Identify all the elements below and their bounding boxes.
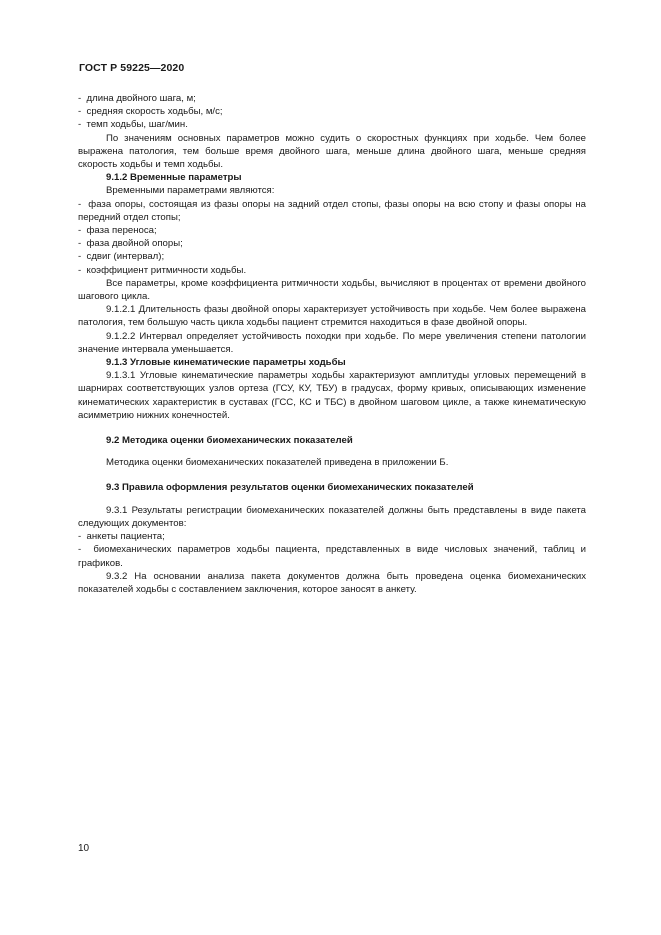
list-item: - анкеты пациента;: [78, 530, 586, 543]
list-item: - биомеханических параметров ходьбы пациента, представленных в виде числовых значений, таблиц и графиков.: [78, 543, 586, 569]
list-item: - длина двойного шага, м;: [78, 92, 586, 105]
section-heading: 9.3 Правила оформления результатов оценки биомеханических показателей: [106, 482, 474, 494]
paragraph: Методика оценки биомеханических показателей приведена в приложении Б.: [106, 457, 449, 469]
list-item: - темп ходьбы, шаг/мин.: [78, 118, 586, 131]
list-item: - средняя скорость ходьбы, м/с;: [78, 105, 586, 118]
document-body: [78, 92, 586, 596]
paragraph: 9.1.2.2 Интервал определяет устойчивость походки при ходьбе. По мере увеличения степени патологии значение интервала уменьшается.: [78, 330, 586, 355]
paragraph: По значениям основных параметров можно судить о скоростных функциях при ходьбе. Чем более выражена патология, тем больше время двойного шага, меньше длина двойного шага, меньше средняя скорость ходьбы и темп ходьбы.: [78, 132, 586, 171]
paragraph: 9.1.3.1 Угловые кинематические параметры ходьбы характеризуют амплитуды угловых перемещений в шарнирах соответствующих узлов ортеза (ГСУ, КУ, ТБУ) в градусах, форму кривых, описывающих изменение кинематических характеристик в суставах (ГСС, КС и ТБС) в двойном шаговом цикле, а также кинематическую асимметрию нижних конечностей.: [78, 370, 586, 421]
subsection-heading: 9.1.3 Угловые кинематические параметры ходьбы: [106, 357, 346, 369]
list-item: - фаза опоры, состоящая из фазы опоры на задний отдел стопы, фазы опоры на всю стопу и фазы опоры на передний отдел стопы;: [78, 198, 586, 224]
paragraph: 9.3.1 Результаты регистрации биомеханических показателей должны быть представлены в виде пакета следующих документов:: [78, 504, 586, 529]
page-number: 10: [78, 843, 90, 854]
list-item: - коэффициент ритмичности ходьбы.: [78, 264, 586, 277]
paragraph: 9.3.2 На основании анализа пакета документов должна быть проведена оценка биомеханических показателей ходьбы с составлением заключения, которое заносят в анкету.: [78, 570, 586, 595]
section-heading: 9.2 Методика оценки биомеханических показателей: [106, 435, 353, 447]
paragraph: Временными параметрами являются:: [106, 185, 275, 197]
list-item: - сдвиг (интервал);: [78, 250, 586, 263]
paragraph: 9.1.2.1 Длительность фазы двойной опоры характеризует устойчивость при ходьбе. Чем более выражена патология, тем большую часть цикла ходьбы пациент стремится находиться в фазе двойной опоры.: [78, 304, 586, 329]
list-item: - фаза двойной опоры;: [78, 237, 586, 250]
list-item: - фаза переноса;: [78, 224, 586, 237]
document-code: ГОСТ Р 59225—2020: [79, 62, 185, 74]
subsection-heading: 9.1.2 Временные параметры: [106, 172, 242, 184]
paragraph: Все параметры, кроме коэффициента ритмичности ходьбы, вычисляют в процентах от времени двойного шагового цикла.: [78, 277, 586, 303]
